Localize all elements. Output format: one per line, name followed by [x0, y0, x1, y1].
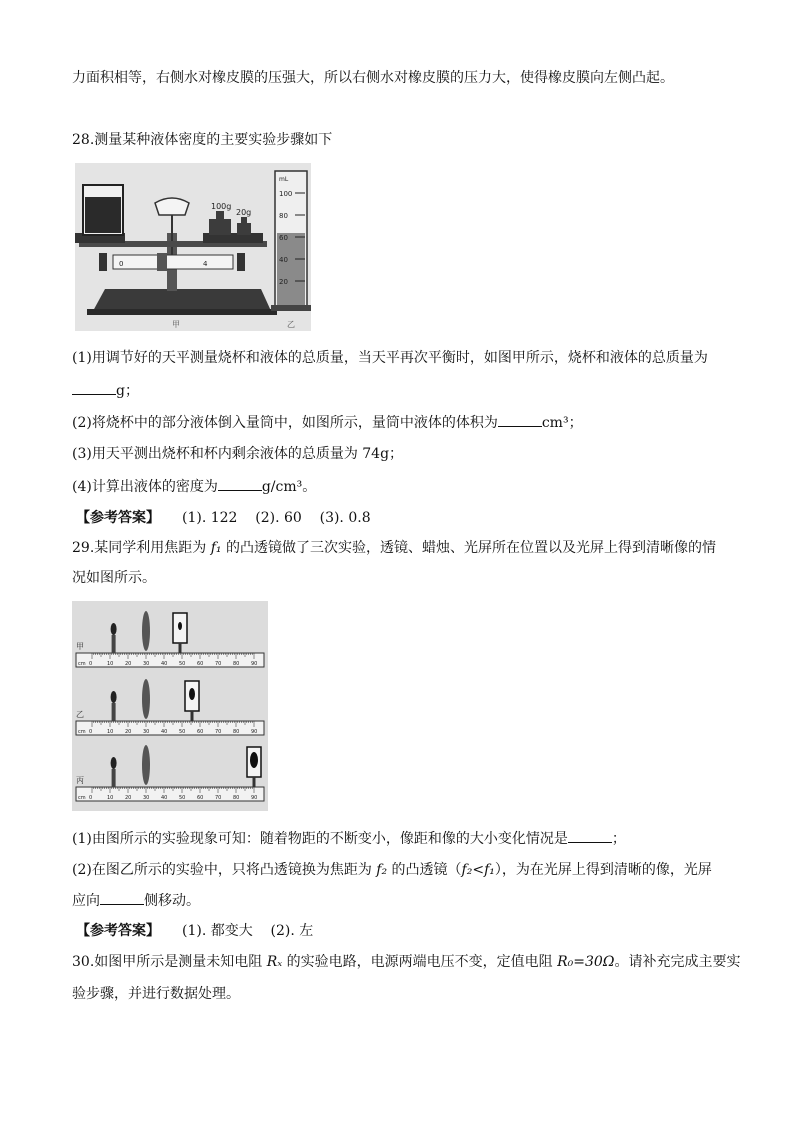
answer-blank [568, 829, 612, 843]
balance-base [93, 289, 271, 311]
bench-tick-label: 40 [161, 661, 168, 667]
bench-unit-label: cm [78, 729, 86, 735]
bench-tick-label: 60 [197, 795, 204, 801]
bench-tick-label: 80 [233, 661, 240, 667]
bench-tick-label: 70 [215, 729, 222, 735]
q29-step-2-line1: (2)在图乙所示的实验中，只将凸透镜换为焦距为 f₂ 的凸透镜（f₂<f₁），为在光屏上得到清晰的像，光屏 [72, 862, 712, 878]
q28-title: 28.测量某种液体密度的主要实验步骤如下 [72, 132, 333, 148]
bench-tick-label: 90 [251, 795, 258, 801]
bench-unit-label: cm [78, 795, 86, 801]
q29-figure-optical-bench [72, 601, 268, 811]
pointer-dial [155, 198, 189, 215]
bench-tick-label: 0 [89, 795, 93, 801]
bench-tick-label: 10 [107, 795, 114, 801]
answer-blank [100, 891, 144, 905]
q29-title-line1: 29.某同学利用焦距为 f₁ 的凸透镜做了三次实验，透镜、蜡烛、光屏所在位置以及光屏上得到清晰像的情 [72, 540, 716, 556]
bench-row-label: 甲 [76, 642, 84, 651]
bench-tick-label: 80 [233, 795, 240, 801]
cylinder-tick-label: 20 [279, 278, 288, 286]
candle [112, 703, 116, 721]
answer-blank [218, 477, 262, 491]
q28-step-1: (1)用调节好的天平测量烧杯和液体的总质量，当天平再次平衡时，如图甲所示，烧杯和液体的总质量为 [72, 350, 708, 366]
bench-tick-label: 20 [125, 795, 132, 801]
rider [157, 253, 167, 271]
svg-text:mL: mL [279, 176, 289, 183]
bench-tick-label: 0 [89, 729, 93, 735]
q29-step-2-line2: 应向 侧移动。 [72, 893, 200, 909]
weight-20g-label: 20g [236, 208, 252, 217]
svg-text:4: 4 [203, 260, 208, 268]
bench-tick-label: 0 [89, 661, 93, 667]
candle-flame [111, 623, 117, 635]
screen-image [250, 752, 258, 768]
bench-tick-label: 10 [107, 661, 114, 667]
answer-blank [498, 413, 542, 427]
bench-tick-label: 10 [107, 729, 114, 735]
bench-tick-label: 80 [233, 729, 240, 735]
bench-tick-label: 50 [179, 795, 186, 801]
q28-step-2: (2)将烧杯中的部分液体倒入量筒中，如图所示，量筒中液体的体积为 cm³； [72, 415, 583, 431]
weight-100g-label: 100g [211, 202, 232, 211]
bench-tick-label: 50 [179, 729, 186, 735]
candle [112, 635, 116, 653]
q29-reference-answer: 【参考答案】 (1). 都变大 (2). 左 [76, 923, 314, 939]
q29-title-line2: 况如图所示。 [72, 570, 156, 586]
cylinder-tick-label: 60 [279, 234, 288, 242]
convex-lens [142, 611, 150, 651]
bench-tick-label: 90 [251, 661, 258, 667]
bench-tick-label: 70 [215, 661, 222, 667]
scale-bar [113, 255, 233, 269]
bench-row-label: 丙 [76, 776, 84, 785]
svg-text:0: 0 [119, 260, 124, 268]
candle [112, 769, 116, 787]
figure-label-jia: 甲 [172, 320, 180, 329]
candle-flame [111, 757, 117, 769]
screen-image [189, 688, 195, 700]
bench-tick-label: 60 [197, 729, 204, 735]
q28-reference-answer: 【参考答案】 (1). 122 (2). 60 (3). 0.8 [76, 510, 371, 526]
bench-tick-label: 90 [251, 729, 258, 735]
q28-figure-balance-cylinder [75, 163, 311, 331]
cylinder-tick-label: 40 [279, 256, 288, 264]
bench-tick-label: 40 [161, 795, 168, 801]
q30-line1: 30.如图甲所示是测量未知电阻 Rₓ 的实验电路，电源两端电压不变，定值电阻 R₀=30Ω。请补充完成主要实 [72, 954, 741, 970]
weight-100g [209, 219, 231, 235]
q30-line2: 验步骤，并进行数据处理。 [72, 986, 240, 1002]
q28-step-1-answer-line: g； [72, 381, 139, 400]
bench-tick-label: 20 [125, 661, 132, 667]
bench-tick-label: 40 [161, 729, 168, 735]
q29-step-1: (1)由图所示的实验现象可知：随着物距的不断变小，像距和像的大小变化情况是 ； [72, 831, 626, 847]
bench-tick-label: 60 [197, 661, 204, 667]
paragraph-continuation: 力面积相等，右侧水对橡皮膜的压强大，所以右侧水对橡皮膜的压力大，使得橡皮膜向左侧凸起。 [72, 70, 674, 86]
q28-step-4: (4)计算出液体的密度为 g/cm³。 [72, 479, 317, 495]
bench-tick-label: 20 [125, 729, 132, 735]
bench-tick-label: 30 [143, 795, 150, 801]
weight-20g [237, 223, 251, 235]
bench-tick-label: 50 [179, 661, 186, 667]
convex-lens [142, 679, 150, 719]
bench-unit-label: cm [78, 661, 86, 667]
bench-tick-label: 30 [143, 729, 150, 735]
answer-blank [72, 381, 116, 395]
convex-lens [142, 745, 150, 785]
candle-flame [111, 691, 117, 703]
figure-label-yi: 乙 [287, 320, 295, 329]
cylinder-tick-label: 100 [279, 190, 293, 198]
bench-row-label: 乙 [76, 710, 84, 719]
bench-tick-label: 70 [215, 795, 222, 801]
bench-tick-label: 30 [143, 661, 150, 667]
q28-step-3: (3)用天平测出烧杯和杯内剩余液体的总质量为 74g； [72, 446, 404, 462]
cylinder-tick-label: 80 [279, 212, 288, 220]
screen-image [178, 622, 182, 630]
